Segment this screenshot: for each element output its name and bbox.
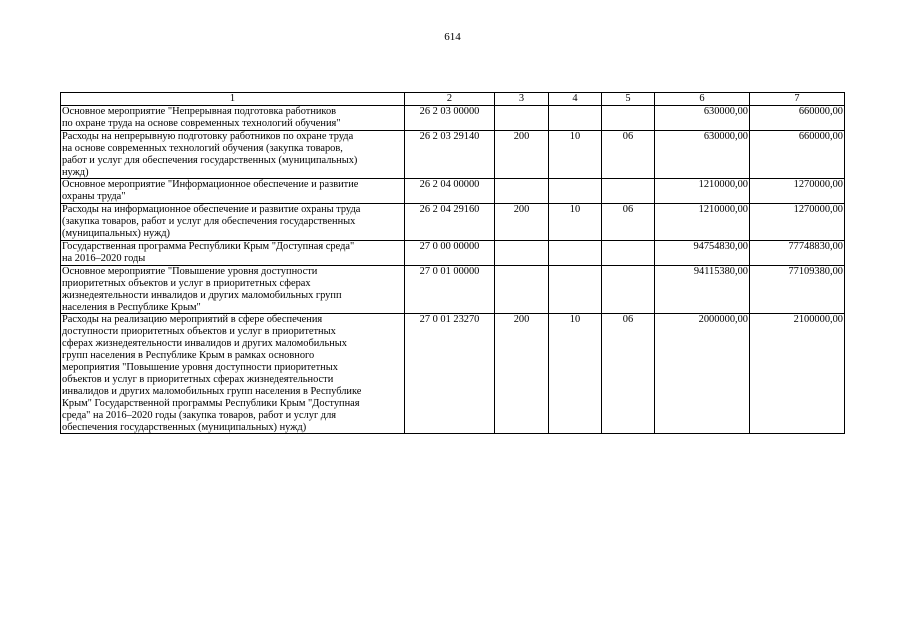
row-name [61,106,405,131]
row-amount-year-1: 94754830,00 [655,240,750,265]
header-col-4: 4 [549,93,602,106]
row-expense-type: 200 [495,204,549,241]
row-csr-code: 27 0 01 23270 [405,314,495,434]
row-expense-type: 200 [495,130,549,179]
header-col-1: 1 [61,93,405,106]
row-csr-code: 26 2 04 00000 [405,179,495,204]
row-subsection: 06 [602,314,655,434]
table-row [61,179,845,204]
row-expense-type [495,179,549,204]
row-name-line: охраны труда" [62,191,126,203]
table-row [61,240,845,265]
header-col-6: 6 [655,93,750,106]
row-amount-year-2: 1270000,00 [750,179,845,204]
row-name-line: сферах жизнедеятельности инвалидов и других маломобильных [62,338,347,350]
row-expense-type [495,106,549,131]
row-name-line: (закупка товаров, работ и услуг для обеспечения государственных [62,216,356,228]
budget-table [60,92,845,434]
row-expense-type: 200 [495,314,549,434]
row-csr-code: 26 2 03 29140 [405,130,495,179]
row-subsection [602,106,655,131]
row-subsection: 06 [602,130,655,179]
row-amount-year-1: 1210000,00 [655,179,750,204]
row-section: 10 [549,314,602,434]
row-name-line: Основное мероприятие "Повышение уровня доступности [62,265,318,277]
row-subsection [602,179,655,204]
row-section [549,240,602,265]
row-section: 10 [549,130,602,179]
table-row [61,106,845,131]
table-header [61,93,845,106]
row-name-line: Государственная программа Республики Крым "Доступная среда" [62,240,355,252]
header-row [61,93,845,106]
row-name-line: Расходы на реализацию мероприятий в сфере обеспечения [62,314,323,326]
row-name-line: по охране труда на основе современных технологий обучения" [62,117,341,129]
row-name [61,179,405,204]
row-amount-year-2: 77748830,00 [750,240,845,265]
row-amount-year-1: 94115380,00 [655,265,750,314]
row-name-line: доступности приоритетных объектов и услуг в приоритетных [62,326,336,338]
row-name [61,130,405,179]
row-name-line: среда" на 2016–2020 годы (закупка товаров, работ и услуг для [62,409,337,421]
table-row [61,265,845,314]
row-amount-year-1: 630000,00 [655,130,750,179]
row-csr-code: 26 2 04 29160 [405,204,495,241]
row-amount-year-1: 1210000,00 [655,204,750,241]
page-number: 614 [444,31,461,43]
row-name-line: приоритетных объектов и услуг в приоритетных сферах [62,277,311,289]
row-name-line: Основное мероприятие "Информационное обеспечение и развитие [62,179,359,191]
row-name [61,204,405,241]
header-col-5: 5 [602,93,655,106]
header-col-2: 2 [405,93,495,106]
row-csr-code: 27 0 01 00000 [405,265,495,314]
row-name-line: Расходы на непрерывную подготовку работников по охране труда [62,130,354,142]
row-amount-year-2: 660000,00 [750,106,845,131]
row-section: 10 [549,204,602,241]
row-section [549,265,602,314]
row-name-line: мероприятия "Повышение уровня доступности приоритетных [62,362,338,374]
table-body [61,106,845,434]
row-csr-code: 27 0 00 00000 [405,240,495,265]
row-amount-year-1: 2000000,00 [655,314,750,434]
header-col-3: 3 [495,93,549,106]
row-amount-year-1: 630000,00 [655,106,750,131]
row-name-line: Расходы на информационное обеспечение и развитие охраны труда [62,204,361,216]
table-row [61,204,845,241]
row-name [61,314,405,434]
row-section [549,106,602,131]
row-name [61,265,405,314]
row-name-line: населения в Республике Крым" [62,301,201,313]
row-section [549,179,602,204]
row-name-line: на 2016–2020 годы [62,252,146,264]
row-name-line: на основе современных технологий обучения (закупка товаров, [62,142,343,154]
header-col-7: 7 [750,93,845,106]
table-row [61,130,845,179]
row-name-line: объектов и услуг в приоритетных сферах жизнедеятельности [62,373,334,385]
row-name-line: (муниципальных) нужд) [62,228,171,240]
row-name-line: Основное мероприятие "Непрерывная подготовка работников [62,106,337,117]
row-csr-code: 26 2 03 00000 [405,106,495,131]
table-row [61,314,845,434]
row-subsection [602,240,655,265]
row-amount-year-2: 2100000,00 [750,314,845,434]
row-amount-year-2: 77109380,00 [750,265,845,314]
row-name-line: групп населения в Республике Крым в рамках основного [62,350,315,362]
row-subsection: 06 [602,204,655,241]
row-name-line: обеспечения государственных (муниципальных) нужд) [62,421,307,433]
row-amount-year-2: 1270000,00 [750,204,845,241]
row-name [61,240,405,265]
row-name-line: работ и услуг для обеспечения государственных (муниципальных) [62,154,358,166]
row-name-line: инвалидов и других маломобильных групп населения в Республике [62,385,362,397]
row-amount-year-2: 660000,00 [750,130,845,179]
row-name-line: нужд) [62,166,89,178]
row-subsection [602,265,655,314]
row-expense-type [495,240,549,265]
row-expense-type [495,265,549,314]
row-name-line: жизнедеятельности инвалидов и других маломобильных групп [62,289,342,301]
row-name-line: Крым" Государственной программы Республики Крым "Доступная [62,397,360,409]
